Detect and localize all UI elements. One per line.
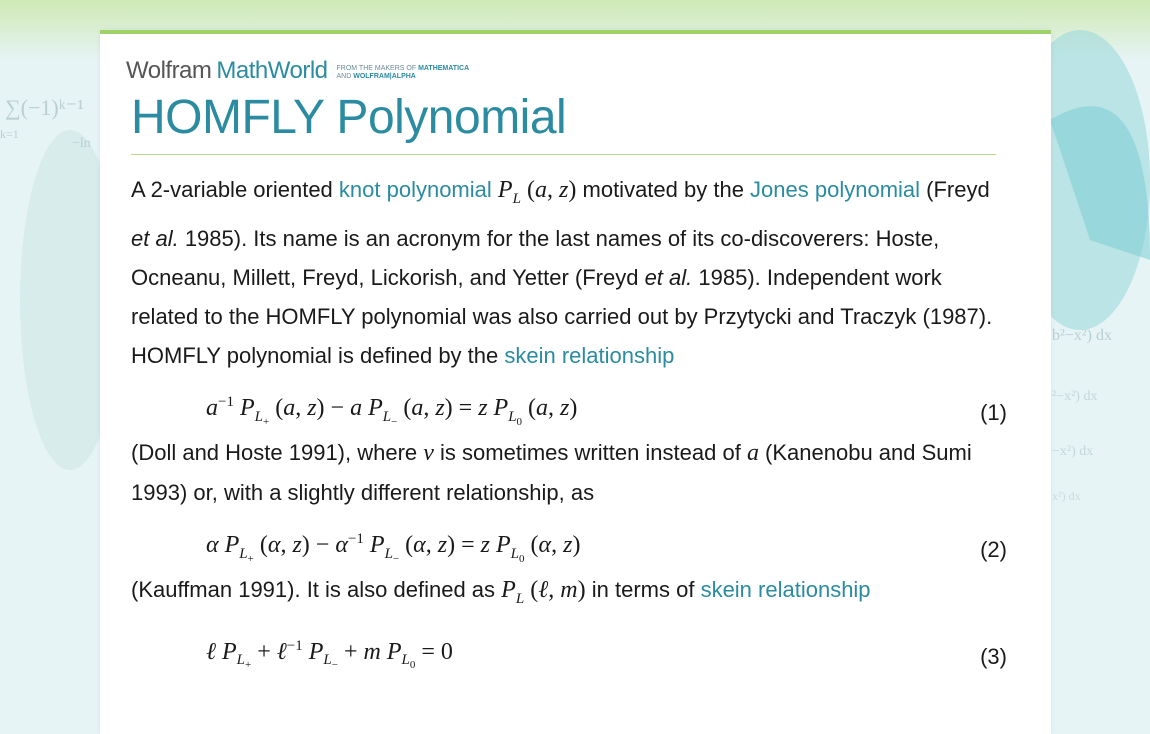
equation-1-number: (1): [980, 399, 1007, 425]
svg-text:k=1: k=1: [0, 127, 19, 141]
article-body: [131, 170, 1007, 677]
svg-text:−x²) dx: −x²) dx: [1052, 444, 1094, 459]
svg-text:∑(−1)ᵏ⁻¹: ∑(−1)ᵏ⁻¹: [5, 95, 84, 120]
title-divider: [131, 154, 996, 155]
math-a: a: [746, 439, 759, 466]
equation-3-formula: ℓ $P_{L_+}$ + ℓ$^{-1}$ $P_{L_-} + m$ $P_{L_0} = 0$: [206, 637, 453, 672]
equation-1-formula: $a^{-1}$ $P_{L_+}$ (a, z) − a $P_{L_-}$ (a, z) = z $P_{L_0}$ (a, z): [206, 393, 578, 428]
math-P-L-a-z: $P_L$ (a, z): [497, 177, 577, 207]
equation-3: [131, 619, 1007, 677]
page-title: HOMFLY Polynomial: [131, 91, 567, 144]
equation-2: [131, 512, 1007, 570]
paragraph-variants: (Doll and Hoste 1991), where v is sometimes written instead of a (Kanenobu and Sumi 1993) or, with a slightly different relationship, as: [131, 439, 972, 505]
math-v: v: [423, 439, 434, 466]
equation-1: [131, 375, 1007, 433]
svg-text:−ln: −ln: [72, 136, 91, 151]
math-P-L-l-m: $P_L$ (ℓ, m): [501, 576, 586, 607]
article-page: [100, 30, 1051, 734]
logo-tagline: FROM THE MAKERS OF MATHEMATICA AND WOLFRAM|ALPHA: [336, 65, 470, 80]
equation-3-number: (3): [980, 643, 1007, 669]
logo-wolfram-text: Wolfram: [126, 57, 212, 84]
equation-2-number: (2): [980, 536, 1007, 562]
logo-mathworld-text: MathWorld: [216, 57, 328, 84]
equation-2-formula: α $P_{L_+}$ (α, $z) - \alpha^{-1}$ $P_{L_-}$ (α, z) = z $P_{L_0}$ (α, z): [206, 530, 581, 565]
link-jones-polynomial[interactable]: Jones polynomial: [750, 177, 921, 202]
svg-text:²−x²) dx: ²−x²) dx: [1052, 389, 1098, 404]
svg-text:b²−x²) dx: b²−x²) dx: [1052, 327, 1112, 344]
site-logo[interactable]: [126, 58, 469, 84]
link-skein-relationship-2[interactable]: skein relationship: [700, 576, 871, 602]
paragraph-intro: A 2-variable oriented knot polynomial $P_L$ (a, z) motivated by the Jones polynomial (Freyd et al. 1985). Its name is an acronym for the last names of its co-discoverers: Hoste, Ocneanu, Millett, Freyd, Lickorish, and Yetter (Freyd et al. 1985). Independent work related to the HOMFLY polynomial was also carried out by Przytycki and Traczyk (1987). HOMFLY polynomial is defined by the skein relationship: [131, 177, 993, 368]
link-knot-polynomial[interactable]: knot polynomial: [338, 177, 492, 202]
paragraph-kauffman: (Kauffman 1991). It is also defined as $P_L$ (ℓ, m) in terms of skein relationship: [131, 576, 871, 607]
svg-text:x²) dx: x²) dx: [1052, 489, 1081, 503]
link-skein-relationship[interactable]: skein relationship: [504, 342, 675, 368]
